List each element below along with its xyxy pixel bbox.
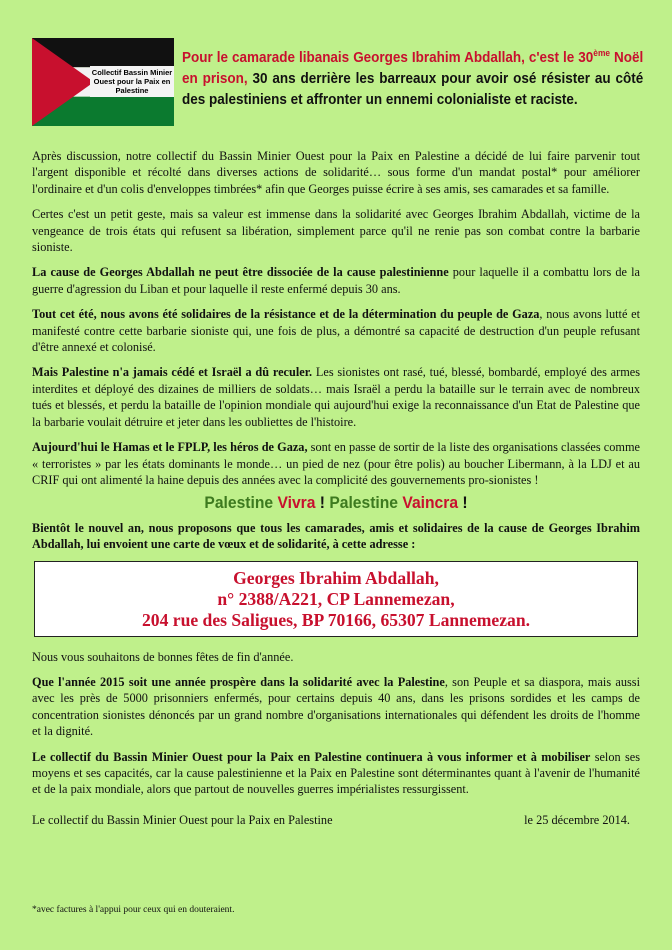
paragraph-summer-bold: Tout cet été, nous avons été solidaires de la résistance et de la détermination du peuple de Gaza bbox=[32, 307, 540, 322]
paragraph-2015-rest: , son Peuple et sa diaspora, mais aussi avec les près de 5000 prisonniers enfermés, pour certains depuis 40 ans, dans les prisons sordides et les camps de concentration sionistes dénoncés par un grand nombre d'organisations internationales qui défendent les droits de l'homme et la dignité. bbox=[32, 674, 640, 739]
signature-author: Le collectif du Bassin Minier Ouest pour la Paix en Palestine bbox=[32, 812, 333, 827]
headline-part3: 30 ans derrière les barreaux pour avoir osé résister au côté des palestiniens et affronter un ennemi colonialiste et raciste. bbox=[182, 71, 644, 108]
slogan-sep-2: ! bbox=[458, 493, 468, 513]
headline-part1: Pour le camarade libanais Georges Ibrahim Abdallah, c'est le 30 bbox=[182, 50, 594, 66]
address-box bbox=[34, 561, 638, 637]
slogan-word-2: Vivra bbox=[277, 493, 316, 513]
paragraph-cause bbox=[32, 264, 640, 297]
paragraph-2015-bold: Que l'année 2015 soit une année prospère dans la solidarité avec la Palestine bbox=[32, 674, 445, 689]
letter-body bbox=[32, 148, 640, 828]
slogan bbox=[56, 495, 615, 511]
paragraph-commitment-rest: selon ses moyens et ses capacités, car la cause palestinienne et la Paix en Palestine sont déterminantes quant à l'avenir de l'humanité et de la paix mondiale, alors que partout de nouvelles guerres impérialistes ressurgissent. bbox=[32, 749, 640, 797]
slogan-word-3: Palestine bbox=[329, 493, 399, 513]
paragraph-commitment-bold: Le collectif du Bassin Minier Ouest pour la Paix en Palestine continuera à vous informer et à mobiliser bbox=[32, 749, 591, 764]
paragraph-intro: Après discussion, notre collectif du Bassin Minier Ouest pour la Paix en Palestine a décidé de lui faire parvenir tout l'argent disponible et récolté dans diverses actions de solidarité… sous forme d'un mandat postal* pour améliorer l'ordinaire et d'un colis d'enveloppes timbrées* afin que Georges puisse écrire à ses amis, ses camarades et sa famille. bbox=[32, 149, 640, 196]
paragraph-cause-bold: La cause de Georges Abdallah ne peut être dissociée de la cause palestinienne bbox=[32, 265, 449, 280]
address-line-3: 204 rue des Saligues, BP 70166, 65307 Lannemezan. bbox=[141, 609, 531, 630]
paragraph-retreat-rest: Les sionistes ont rasé, tué, blessé, bombardé, employé des armes interdites et déployé des dizaines de milliers de soldats… mais Israël a perdu la bataille sur le terrain avec de nombreux tués et blessés, et perdu la bataille de l'opinion mondiale qui aujourd'hui exige la reconnaissance d'un Etat de Palestine que la barbarie voulait détruire et jeter dans les oubliettes de l'histoire. bbox=[32, 365, 640, 429]
paragraph-2015 bbox=[32, 674, 640, 740]
headline bbox=[182, 48, 643, 111]
headline-part2: Noël en prison, bbox=[182, 50, 644, 87]
paragraph-wishes: Nous vous souhaitons de bonnes fêtes de fin d'année. bbox=[32, 649, 294, 664]
paragraph-invitation bbox=[32, 520, 640, 553]
invitation-text: Bientôt le nouvel an, nous proposons que tous les camarades, amis et solidaires de la cause de Georges Ibrahim Abdallah, lui envoient une carte de vœux et de solidarité, à cette adresse : bbox=[32, 520, 640, 552]
slogan-sep-1: ! bbox=[315, 493, 330, 513]
headline-sup: ème bbox=[593, 48, 611, 59]
paragraph-summer-rest: , nous avons lutté et manifesté contre cette barbarie sioniste qui, une fois de plus, a démontré sa capacité de destruction d'un peuple refusant d'être annexé et colonisé. bbox=[32, 307, 640, 355]
slogan-word-4: Vaincra bbox=[402, 493, 459, 513]
paragraph-gesture: Certes c'est un petit geste, mais sa valeur est immense dans la solidarité avec Georges Ibrahim Abdallah, victime de la vengeance de trois états qui refusent sa libération, simplement parce qu'il ne renie pas son combat contre la barbarie sioniste. bbox=[32, 207, 640, 255]
paragraph-retreat-bold: Mais Palestine n'a jamais cédé et Israël a dû reculer. bbox=[32, 365, 313, 380]
paragraph-retreat bbox=[32, 364, 640, 430]
slogan-word-1: Palestine bbox=[204, 493, 274, 513]
paragraph-cause-rest: pour laquelle il a combattu lors de la guerre d'agression du Liban et pour laquelle il reste enfermé depuis 30 ans. bbox=[32, 265, 640, 296]
paragraph-heroes-rest: sont en passe de sortir de la liste des organisations classées comme « terroristes » par les états dominants le monde… un pied de nez (pour être polis) au boucher Libermann, à la LDJ et au CRIF qui ont alimenté la haine depuis des années avec la complicité des gouvernements pro-sionistes ! bbox=[32, 440, 640, 487]
footnote: *avec factures à l'appui pour ceux qui en douteraient. bbox=[32, 905, 235, 915]
signature-date: le 25 décembre 2014. bbox=[524, 812, 630, 827]
paragraph-commitment bbox=[32, 749, 640, 798]
paragraph-heroes bbox=[32, 439, 640, 488]
palestine-flag-icon bbox=[32, 38, 174, 126]
paragraph-summer bbox=[32, 306, 640, 355]
collective-logo-label: Collectif Bassin Minier Ouest pour la Paix en Palestine bbox=[91, 68, 173, 95]
paragraph-heroes-bold: Aujourd'hui le Hamas et le FPLP, les héros de Gaza, bbox=[32, 440, 308, 455]
signature-row bbox=[32, 812, 640, 828]
address-line-2: n° 2388/A221, CP Lannemezan, bbox=[217, 588, 455, 609]
address-line-1: Georges Ibrahim Abdallah, bbox=[233, 567, 439, 588]
